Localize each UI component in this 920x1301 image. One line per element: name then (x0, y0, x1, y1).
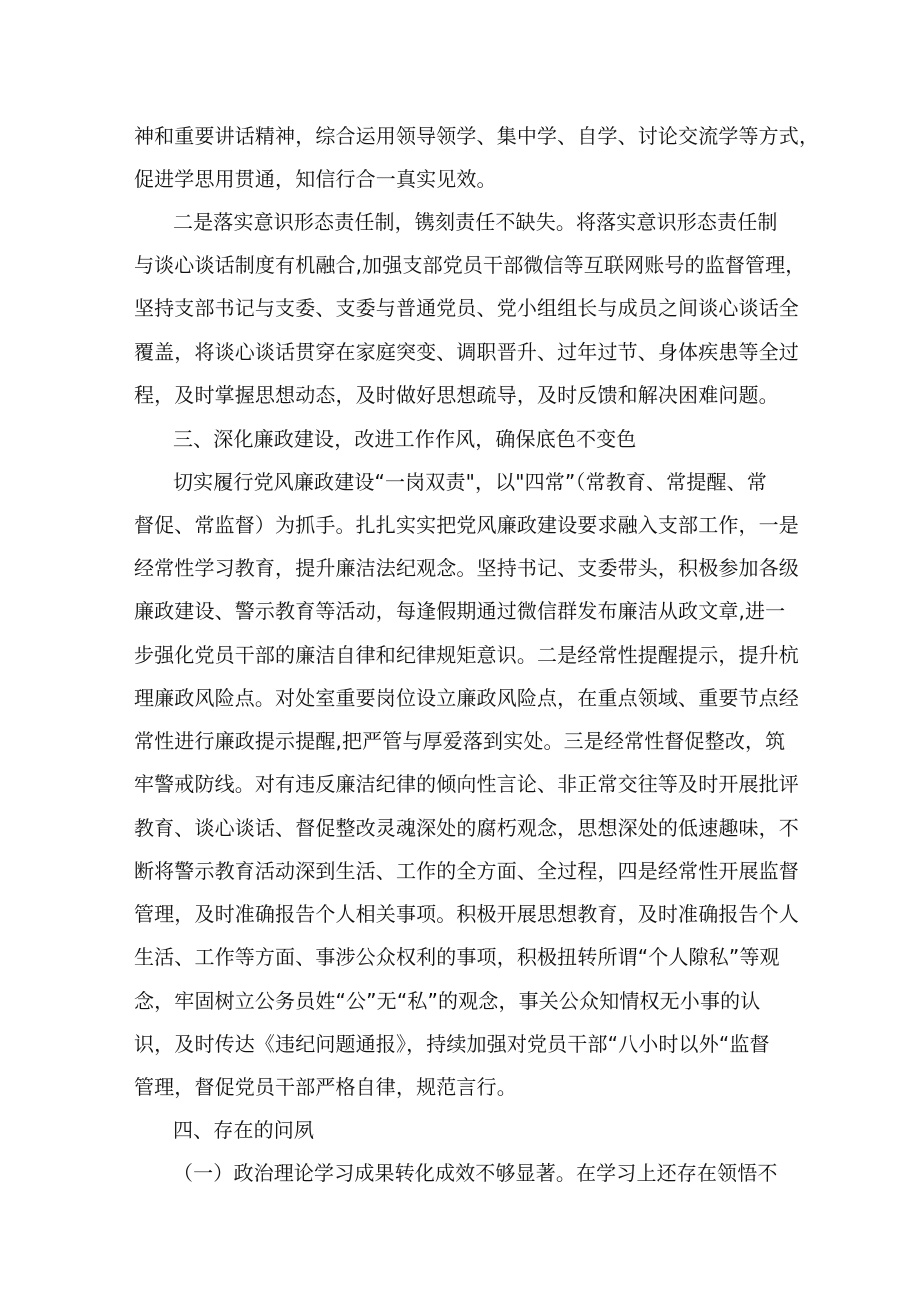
paragraph-line: 生活、工作等方面、事涉公众权利的事项，积极扭转所谓“个人隙私”等观 (134, 945, 780, 969)
paragraph-line: 理廉政风险点。对处室重要岗位设立廉政风险点，在重点领域、重要节点经 (134, 686, 799, 710)
section-heading: 四、存在的问夙 (173, 1118, 315, 1142)
paragraph-line: 常性进行廉政提示提醒,把严管与厚爱落到实处。三是经常性督促整改，筑 (134, 729, 786, 753)
paragraph-line: 牢警戒防线。对有违反廉洁纪律的倾向性言论、非正常交往等及时开展批评 (134, 772, 799, 796)
paragraph-line: 二是落实意识形态责任制，镌刻责任不缺失。将落实意识形态责任制 (173, 210, 778, 234)
paragraph-line: 程，及时掌握思想动态，及时做好思想疏导，及时反馈和解决困难问题。 (134, 383, 779, 407)
paragraph-line: 神和重要讲话精神，综合运用领导领学、集中学、自学、讨论交流学等方式， (134, 124, 820, 148)
paragraph-line: 教育、谈心谈话、督促整改灵魂深处的腐朽观念，思想深处的低速趣味，不 (134, 816, 799, 840)
paragraph-line: 切实履行党风廉政建设“一岗双责"，以"四常”（常教育、常提醒、常 (173, 470, 767, 494)
paragraph-line: 促进学思用贯通，知信行合一真实见效。 (134, 167, 497, 191)
paragraph-line: 与谈心谈话制度有机融合,加强支部党员干部微信等互联网账号的监督管理， (134, 253, 806, 277)
paragraph-line: 经常性学习教育，提升廉洁法纪观念。坚持书记、支委带头，积极参加各级 (134, 556, 799, 580)
paragraph-line: 坚持支部书记与支委、支委与普通党员、党小组组长与成员之间谈心谈话全 (134, 296, 799, 320)
paragraph-line: 断将警示教育活动深到生活、工作的全方面、全过程，四是经常性开展监督 (134, 859, 799, 883)
paragraph-line: 督促、常监督）为抓手。扎扎实实把党风廉政建设要求融入支部工作，一是 (134, 513, 799, 537)
paragraph-line: 管理，及时准确报告个人相关事项。积极开展思想教育，及时准确报告个人 (134, 902, 799, 926)
paragraph-line: 念，牢固树立公务员姓“公”无“私”的观念，事关公众知情权无小事的认 (134, 989, 761, 1013)
paragraph-line: 覆盖，将谈心谈话贯穿在家庭突变、调职晋升、过年过节、身体疾患等全过 (134, 340, 799, 364)
paragraph-line: 管理，督促党员干部严格自律，规范言行。 (134, 1075, 517, 1099)
paragraph-line: 廉政建设、警示教育等活动，每逢假期通过微信群发布廉洁从政文章,进一 (134, 599, 786, 623)
section-heading: 三、深化廉政建设，改进工作作风，确保底色不变色 (173, 427, 637, 451)
paragraph-line: 步强化党员干部的廉洁自律和纪律规矩意识。二是经常性提醒提示，提升杭 (134, 643, 799, 667)
paragraph-line: 识，及时传达《违纪问题通报》，持续加强对党员干部“八小时以外“监督 (134, 1032, 770, 1056)
paragraph-line: （一）政治理论学习成果转化成效不够显著。在学习上还存在领悟不 (173, 1161, 778, 1185)
